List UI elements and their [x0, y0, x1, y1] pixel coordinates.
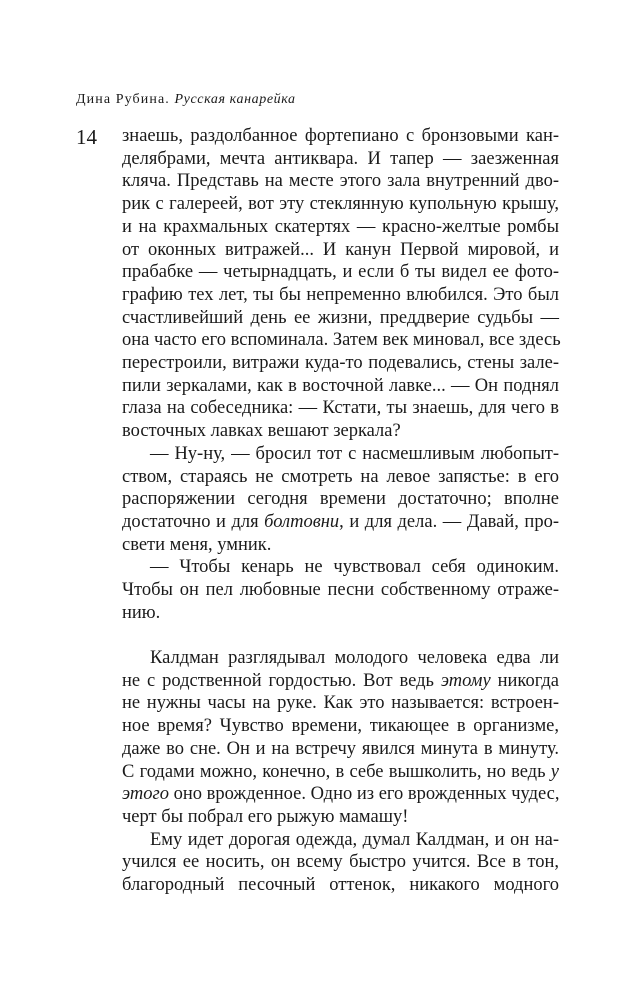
text-line: этого оно врожденное. Одно из его врожденных чудес,: [122, 784, 560, 805]
text-line: прабабке — четырнадцать, и если б ты видел ее фото-: [122, 262, 559, 283]
text-line: свети меня, умник.: [122, 534, 272, 555]
text-line: глаза на собеседника: — Кстати, ты знаешь, для чего в: [122, 398, 559, 419]
text-line: — Ну-ну, — бросил тот с насмешливым любопыт-: [150, 443, 559, 464]
running-head-title: Русская канарейка: [174, 92, 296, 107]
text-line: она часто его вспоминала. Затем век миновал, все здесь: [122, 330, 561, 351]
italic-word: у: [550, 761, 559, 782]
italic-word: болтовни: [264, 511, 340, 532]
text-line: достаточно и для болтовни, и для дела. — Давай, про-: [122, 511, 559, 532]
text-line: и на крахмальных скатертях — красно-желтые ромбы: [122, 216, 559, 237]
italic-word: этого: [122, 784, 169, 805]
text-line: ное время? Чувство времени, тикающее в организме,: [122, 716, 559, 737]
running-head: [76, 92, 296, 108]
text-line: от оконных витражей... И канун Первой мировой, и: [122, 239, 559, 260]
text-line: С годами можно, конечно, в себе вышколить, но ведь у: [122, 761, 559, 782]
text-line: не с родственной гордостью. Вот ведь этому никогда: [122, 670, 559, 691]
text-line: черт бы побрал его рыжую мамашу!: [122, 806, 409, 827]
text-line: учился ее носить, он всему быстро учится. Все в тон,: [122, 852, 559, 873]
text-line: знаешь, раздолбанное фортепиано с бронзовыми кан-: [122, 126, 559, 146]
text-line: не нужны часы на руке. Как это называется: встроен-: [122, 693, 559, 714]
text-line: нию.: [122, 602, 161, 623]
text-line: кляча. Представь на месте этого зала внутренний дво-: [122, 171, 559, 192]
text-line: распоряжении сегодня времени достаточно; вполне: [122, 489, 559, 510]
text-line: ством, стараясь не смотреть на левое запястье: в его: [122, 466, 559, 487]
text-line: благородный песочный оттенок, никакого модного: [122, 875, 559, 896]
text-block-dialogue: [122, 125, 559, 624]
text-line: счастливейший день ее жизни, преддверие судьбы —: [122, 307, 559, 328]
text-line: перестроили, витражи куда-то подевались, стены зале-: [122, 353, 559, 374]
running-head-author: Дина Рубина.: [76, 92, 170, 107]
text-line: рик с галереей, вот эту стеклянную купольную крышу,: [122, 194, 559, 215]
text-line: Чтобы он пел любовные песни собственному отраже-: [122, 580, 559, 601]
text-line: графию тех лет, ты бы непременно влюбился. Это был: [122, 284, 559, 305]
text-block-narration: [122, 647, 559, 897]
text-line: восточных лавках вешают зеркала?: [122, 421, 401, 442]
text-line: даже во сне. Он и на встречу явился минута в минуту.: [122, 738, 559, 759]
text-line: Ему идет дорогая одежда, думал Калдман, и он на-: [150, 829, 559, 850]
text-line: Калдман разглядывал молодого человека едва ли: [150, 648, 559, 668]
text-line: пили зеркалами, как в восточной лавке... — Он поднял: [122, 375, 559, 396]
text-line: делябрами, мечта антиквара. И тапер — заезженная: [122, 148, 559, 169]
page-number: 14: [76, 125, 97, 149]
italic-word: этому: [440, 670, 491, 691]
text-line: — Чтобы кенарь не чувствовал себя одиноким.: [150, 557, 559, 578]
